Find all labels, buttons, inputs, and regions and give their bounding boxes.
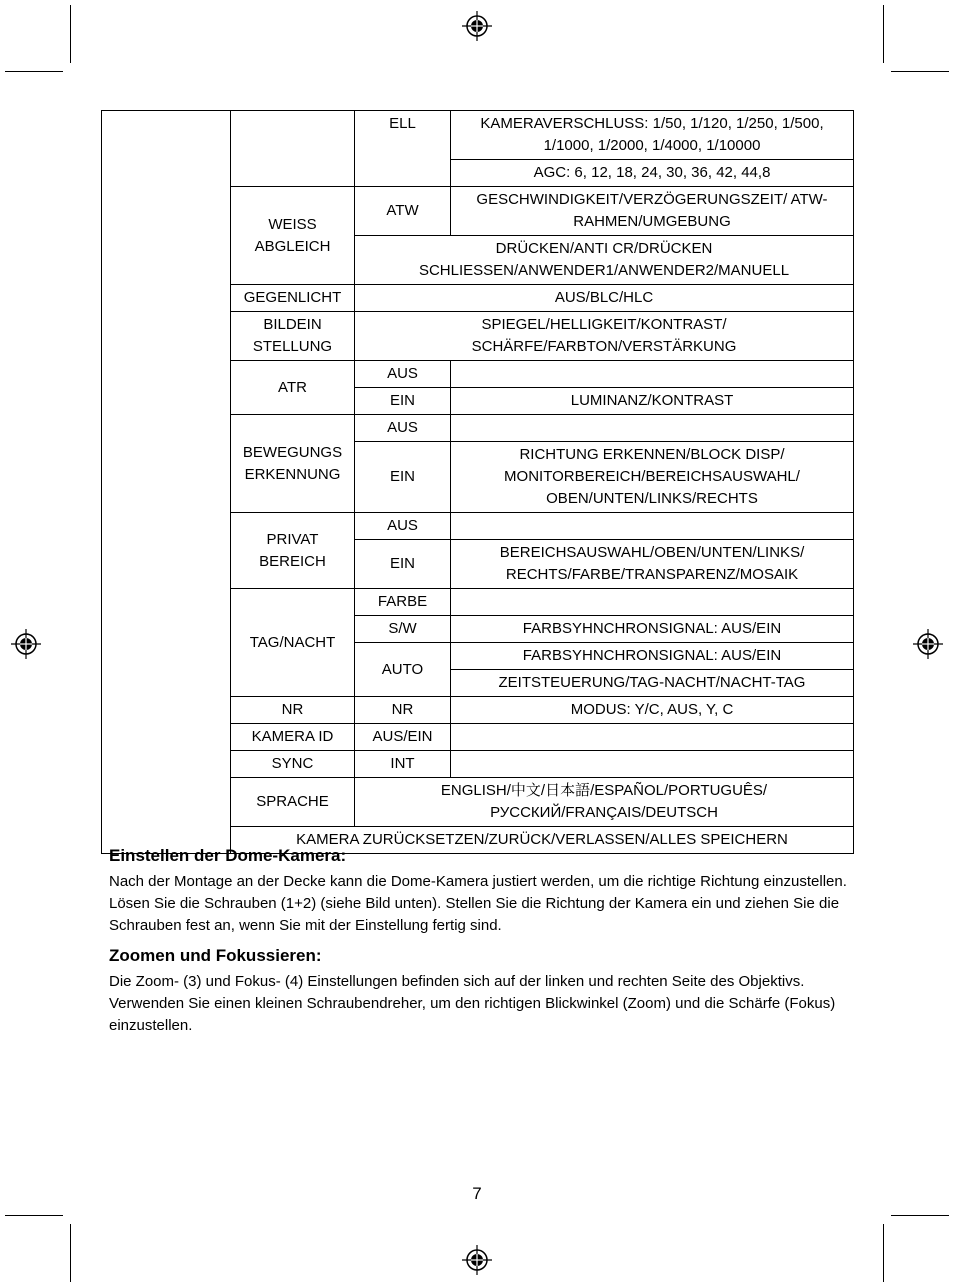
table-cell: [451, 361, 854, 388]
table-cell: AUS/BLC/HLC: [355, 285, 854, 312]
crop-mark-icon: [5, 71, 63, 72]
table-cell: BILDEIN STELLUNG: [231, 312, 355, 361]
crop-mark-icon: [891, 1215, 949, 1216]
table-cell: SYNC: [231, 751, 355, 778]
table-cell: AUTO: [355, 643, 451, 697]
crop-mark-icon: [891, 71, 949, 72]
section-text: Die Zoom- (3) und Fokus- (4) Einstellungen befinden sich auf der linken und rechten Seite des Objektivs. Verwenden Sie einen kleinen Schraubendreher, um den richtigen Blickwinkel (Zoom) und die Schärfe (Fokus) einzustellen.: [109, 973, 836, 1034]
table-cell-empty-column: [102, 111, 231, 854]
section-text: Nach der Montage an der Decke kann die Dome-Kamera justiert werden, um die richtige Richtung einzustellen. Lösen Sie die Schrauben (1+2) (siehe Bild unten). Stellen Sie die Richtung der Kamera ein und ziehen Sie die Schrauben fest an, wenn Sie mit der Einstellung fertig sind.: [109, 873, 847, 934]
table-cell: SPRACHE: [231, 778, 355, 827]
table-cell: EIN: [355, 540, 451, 589]
table-cell: LUMINANZ/KONTRAST: [451, 388, 854, 415]
table-cell: NR: [355, 697, 451, 724]
table-cell: FARBSYHNCHRONSIGNAL: AUS/EIN: [451, 616, 854, 643]
dome-camera-section: [109, 845, 849, 937]
crop-mark-icon: [70, 5, 71, 63]
table-cell: WEISS ABGLEICH: [231, 187, 355, 285]
crop-mark-icon: [883, 5, 884, 63]
registration-mark-icon: [462, 1245, 492, 1275]
registration-mark-icon: [462, 11, 492, 41]
table-cell: NR: [231, 697, 355, 724]
table-cell: S/W: [355, 616, 451, 643]
page-number: 7: [472, 1184, 482, 1203]
table-cell: AGC: 6, 12, 18, 24, 30, 36, 42, 44,8: [451, 160, 854, 187]
table-cell: FARBE: [355, 589, 451, 616]
table-cell: [451, 751, 854, 778]
zoom-focus-section: [109, 945, 849, 1037]
table-cell: RICHTUNG ERKENNEN/BLOCK DISP/ MONITORBEREICH/BEREICHSAUSWAHL/ OBEN/UNTEN/LINKS/RECHTS: [451, 442, 854, 513]
table-cell: [451, 589, 854, 616]
table-cell: GESCHWINDIGKEIT/VERZÖGERUNGSZEIT/ ATW-RAHMEN/UMGEBUNG: [451, 187, 854, 236]
table-cell: EIN: [355, 388, 451, 415]
table-cell: FARBSYHNCHRONSIGNAL: AUS/EIN: [451, 643, 854, 670]
table-cell: AUS: [355, 415, 451, 442]
table-cell: INT: [355, 751, 451, 778]
table-cell: EIN: [355, 442, 451, 513]
menu-settings-table: [101, 110, 854, 854]
table-cell: [451, 415, 854, 442]
table-cell: TAG/NACHT: [231, 589, 355, 697]
table-cell: PRIVAT BEREICH: [231, 513, 355, 589]
table-row: [102, 111, 854, 160]
table-cell: SPIEGEL/HELLIGKEIT/KONTRAST/ SCHÄRFE/FARBTON/VERSTÄRKUNG: [355, 312, 854, 361]
table-cell: ATW: [355, 187, 451, 236]
table-cell: AUS: [355, 361, 451, 388]
table-cell: BEWEGUNGS ERKENNUNG: [231, 415, 355, 513]
crop-mark-icon: [70, 1224, 71, 1282]
table-cell: KAMERA ZURÜCKSETZEN/ZURÜCK/VERLASSEN/ALLES SPEICHERN: [231, 827, 854, 854]
table-cell: GEGENLICHT: [231, 285, 355, 312]
table-cell: KAMERAVERSCHLUSS: 1/50, 1/120, 1/250, 1/500, 1/1000, 1/2000, 1/4000, 1/10000: [451, 111, 854, 160]
table-cell: DRÜCKEN/ANTI CR/DRÜCKEN SCHLIESSEN/ANWENDER1/ANWENDER2/MANUELL: [355, 236, 854, 285]
table-cell: AUS: [355, 513, 451, 540]
table-cell: KAMERA ID: [231, 724, 355, 751]
table-cell: ENGLISH/中文/日本語/ESPAÑOL/PORTUGUÊS/ РУССКИЙ/FRANÇAIS/DEUTSCH: [355, 778, 854, 827]
table-cell: BEREICHSAUSWAHL/OBEN/UNTEN/LINKS/ RECHTS/FARBE/TRANSPARENZ/MOSAIK: [451, 540, 854, 589]
registration-mark-icon: [913, 629, 943, 659]
table-cell: MODUS: Y/C, AUS, Y, C: [451, 697, 854, 724]
table-cell: ZEITSTEUERUNG/TAG-NACHT/NACHT-TAG: [451, 670, 854, 697]
section-heading: Zoomen und Fokussieren:: [109, 946, 322, 965]
table-cell: ELL: [355, 111, 451, 187]
table-cell: [231, 111, 355, 187]
section-heading: Einstellen der Dome-Kamera:: [109, 846, 347, 865]
table-cell: AUS/EIN: [355, 724, 451, 751]
crop-mark-icon: [883, 1224, 884, 1282]
table-cell: ATR: [231, 361, 355, 415]
registration-mark-icon: [11, 629, 41, 659]
table-cell: [451, 724, 854, 751]
crop-mark-icon: [5, 1215, 63, 1216]
table-cell: [451, 513, 854, 540]
